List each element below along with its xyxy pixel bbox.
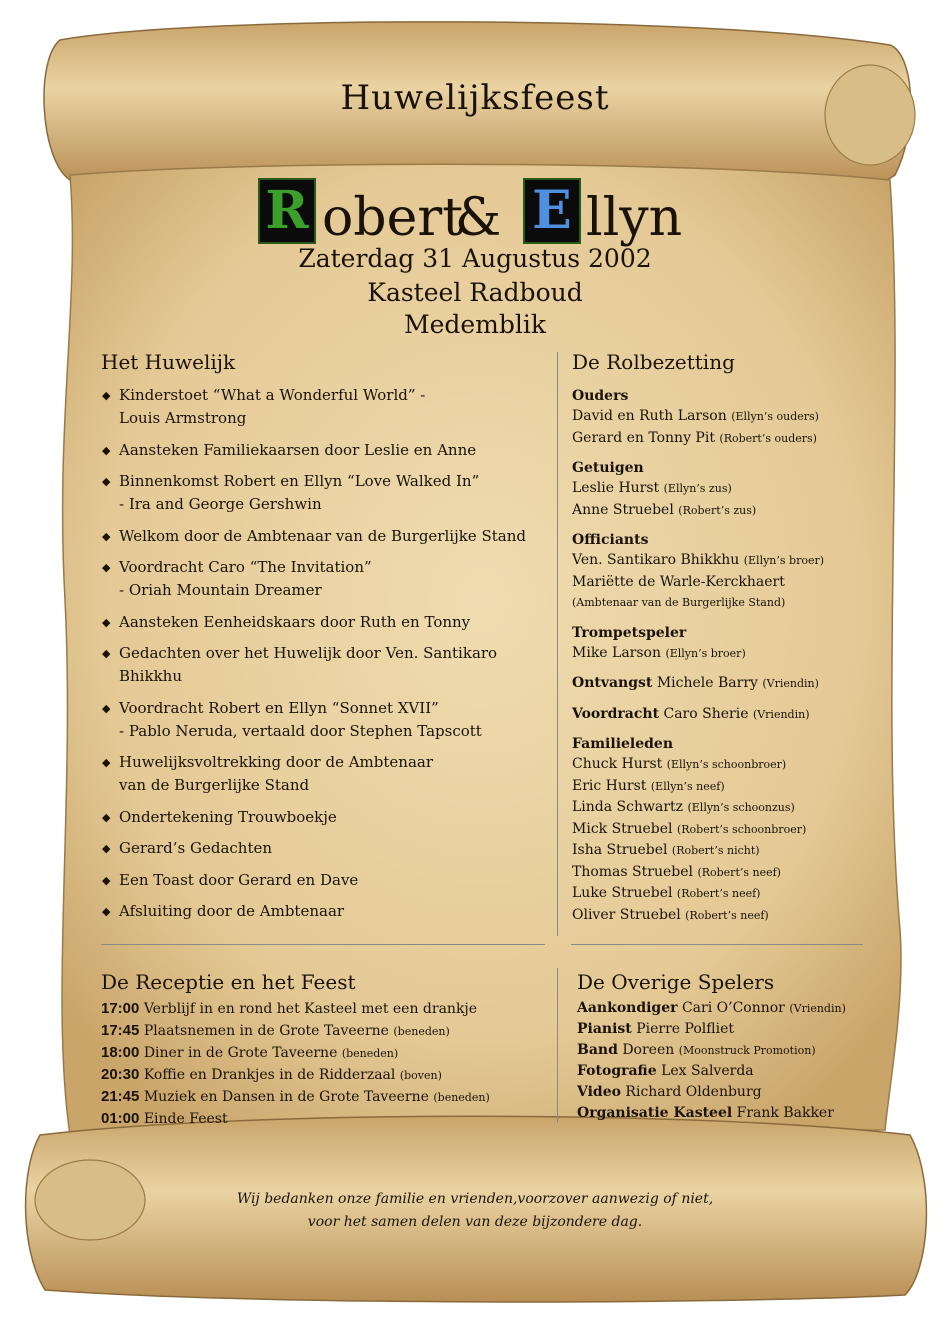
cast-member: [572, 428, 872, 450]
program-item-line2: - Ira and George Gershwin: [119, 495, 322, 513]
cast-member: [572, 754, 872, 776]
cast-member-name: Gerard en Tonny Pit: [572, 429, 715, 446]
cast-group-label: Ontvangst: [572, 675, 653, 691]
cast-member-note: (Robert’s nicht): [671, 844, 760, 857]
illuminated-initial-r: [258, 178, 316, 244]
schedule-row: [101, 1064, 490, 1086]
cast-group-label: Familieleden: [572, 736, 674, 752]
schedule-text: Plaatsnemen in de Grote Taveerne: [143, 1023, 389, 1039]
program-item-line1: Ondertekening Trouwboekje: [119, 807, 337, 826]
thanks-line-2: voor het samen delen van deze bijzondere dag.: [307, 1214, 643, 1230]
other-player: [577, 998, 846, 1019]
program-item-line1: Aansteken Eenheidskaars door Ruth en Tonny: [119, 612, 471, 631]
cast-member: [572, 819, 872, 841]
diamond-bullet-icon: ◆: [102, 475, 111, 488]
program-item: [100, 556, 545, 602]
program-item-line1: Kinderstoet “What a Wonderful World” -: [119, 386, 426, 404]
cast-member-name: Michele Barry: [656, 675, 758, 691]
cast-member: [572, 406, 872, 428]
cast-member-note: (Ellyn’s broer): [665, 646, 746, 660]
cast-member-name: Mike Larson: [572, 644, 661, 661]
illuminated-initial-e: [523, 178, 581, 244]
cast-member-note: (Vriendin): [752, 707, 810, 721]
diamond-bullet-icon: ◆: [102, 647, 111, 660]
program-item-line1: Voordracht Robert en Ellyn “Sonnet XVII”: [119, 698, 439, 717]
schedule-text: Muziek en Dansen in de Grote Taveerne: [143, 1089, 429, 1105]
cast-member-note: (Ellyn’s broer): [743, 554, 825, 567]
cast-member-note: (Ellyn’s ouders): [731, 410, 819, 423]
other-player-name: Cari O’Connor: [681, 1000, 785, 1016]
cast-member-note: (Ellyn’s schoonbroer): [666, 758, 787, 771]
cast-member-name: Oliver Struebel: [572, 906, 681, 923]
program-item-line2: Bhikkhu: [119, 667, 182, 685]
event-venue: Kasteel Radboud: [367, 278, 583, 307]
section-divider-right: [571, 944, 863, 945]
cast-member-note: (Robert’s neef): [685, 908, 769, 922]
other-player-role: Video: [577, 1084, 621, 1100]
program-item: [100, 837, 545, 860]
schedule-time: 21:45: [101, 1088, 140, 1105]
other-player-role: Organisatie Kasteel: [577, 1105, 733, 1121]
event-title: Huwelijksfeest: [340, 78, 610, 118]
program-item: [100, 900, 545, 923]
other-player: [577, 1082, 846, 1103]
cast-member: [572, 840, 872, 862]
cast-group-label: Voordracht: [572, 705, 660, 722]
diamond-bullet-icon: ◆: [102, 701, 111, 715]
diamond-bullet-icon: ◆: [102, 615, 111, 629]
schedule-time: 17:00: [101, 1000, 140, 1017]
program-item-line2: - Pablo Neruda, vertaald door Stephen Tapscott: [119, 721, 482, 740]
program-item: [100, 869, 545, 892]
other-player-role: Pianist: [577, 1021, 632, 1037]
schedule-note: (beneden): [393, 1025, 450, 1038]
cast-member-note: (Ellyn’s zus): [663, 482, 732, 495]
schedule-time: 01:00: [101, 1110, 140, 1127]
name1-rest: obert: [322, 188, 464, 248]
other-player: [577, 1103, 846, 1124]
program-item: [100, 439, 545, 462]
other-player-name: Pierre Polfliet: [636, 1021, 735, 1037]
diamond-bullet-icon: ◆: [102, 389, 111, 402]
diamond-bullet-icon: ◆: [102, 873, 111, 887]
program-item: [100, 611, 545, 634]
cast-member-note: (Robert’s neef): [697, 865, 781, 879]
others-heading: De Overige Spelers: [577, 970, 775, 994]
cast-member: [572, 643, 872, 665]
thanks-message: [0, 1188, 950, 1234]
cast-member-name: Leslie Hurst: [572, 480, 660, 496]
diamond-bullet-icon: ◆: [102, 842, 111, 855]
program-item-line2: Louis Armstrong: [119, 409, 247, 427]
schedule-note: (beneden): [341, 1047, 399, 1060]
other-player-name: Richard Oldenburg: [625, 1084, 762, 1100]
schedule-row: [101, 1108, 490, 1130]
program-item-line1: Voordracht Caro “The Invitation”: [119, 558, 372, 576]
cast-group-label: Officiants: [572, 532, 649, 548]
other-player: [577, 1019, 846, 1040]
other-player: [577, 1061, 846, 1082]
couple-names: [0, 170, 950, 250]
cast-group-label: Ouders: [572, 388, 629, 404]
cast-group-familieleden: [572, 734, 872, 926]
cast-group-officiants: [572, 530, 872, 614]
program-item-line1: Aansteken Familiekaarsen door Leslie en Anne: [119, 440, 477, 459]
other-player-role: Aankondiger: [577, 1000, 678, 1016]
cast-member-name: Luke Struebel: [572, 885, 673, 901]
program-item-line1: Welkom door de Ambtenaar van de Burgerlijke Stand: [119, 526, 526, 545]
column-divider-top: [557, 352, 558, 936]
schedule-text: Verblijf in en rond het Kasteel met een drankje: [143, 1001, 478, 1017]
cast-member: [572, 905, 872, 927]
program-item-line1: Een Toast door Gerard en Dave: [119, 870, 359, 889]
cast-member-name: Chuck Hurst: [572, 756, 663, 772]
diamond-bullet-icon: ◆: [102, 561, 111, 574]
cast-group-trompetspeler: [572, 623, 872, 665]
cast-member-note: (Robert’s schoonbroer): [676, 822, 807, 836]
other-player-name: Frank Bakker: [736, 1105, 834, 1121]
diamond-bullet-icon: ◆: [102, 443, 111, 457]
cast-group-ouders: [572, 386, 872, 449]
section-divider-left: [101, 944, 545, 945]
program-item: [100, 384, 545, 430]
cast-member-note: (Robert’s neef): [676, 887, 761, 900]
program-item: [100, 697, 545, 743]
schedule-row: [101, 1020, 490, 1042]
schedule-row: [101, 1042, 490, 1064]
diamond-bullet-icon: ◆: [102, 529, 111, 543]
schedule-row: [101, 998, 490, 1020]
cast-member-note: (Robert’s zus): [678, 503, 757, 517]
thanks-line-1: Wij bedanken onze familie en vrienden,voorzover aanwezig of niet,: [236, 1191, 714, 1207]
cast-member: [572, 776, 872, 798]
schedule-text: Koffie en Drankjes in de Ridderzaal: [143, 1067, 396, 1083]
wedding-program-list: [100, 384, 545, 932]
event-date: Zaterdag 31 Augustus 2002: [298, 244, 652, 273]
cast-member-note: (Ambtenaar van de Burgerlijke Stand): [572, 596, 786, 609]
cast-group-ontvangst: [572, 673, 872, 695]
cast-member-note: (Ellyn’s neef): [650, 779, 725, 793]
name2-rest: llyn: [586, 188, 683, 248]
schedule-text: Diner in de Grote Taveerne: [143, 1045, 338, 1061]
initial-letter-r: R: [265, 180, 309, 241]
cast-member-name: Isha Struebel: [572, 842, 668, 858]
cast-group-getuigen: [572, 458, 872, 521]
cast-member-name: David en Ruth Larson: [572, 408, 727, 424]
program-item-line2: van de Burgerlijke Stand: [119, 776, 310, 794]
cast-member: [572, 883, 872, 905]
cast-list: [572, 386, 872, 926]
program-item-line1: Gerard’s Gedachten: [119, 839, 273, 857]
program-item: [100, 470, 545, 516]
cast-heading: De Rolbezetting: [572, 350, 735, 374]
cast-member: [572, 862, 872, 884]
cast-member: [572, 592, 872, 614]
schedule-text: Einde Feest: [143, 1111, 228, 1127]
program-item: [100, 525, 545, 548]
cast-member-name: Mariëtte de Warle-Kerckhaert: [572, 573, 785, 590]
cast-member-name: Caro Sherie: [663, 705, 749, 722]
program-item: [100, 642, 545, 688]
cast-group-label: Trompetspeler: [572, 624, 687, 641]
cast-member: [572, 500, 872, 522]
schedule-time: 20:30: [101, 1066, 140, 1083]
cast-member: [572, 478, 872, 500]
cast-member: [572, 572, 872, 593]
schedule-note: (beneden): [433, 1091, 490, 1104]
diamond-bullet-icon: ◆: [102, 810, 111, 824]
other-player-name: Lex Salverda: [661, 1063, 754, 1079]
cast-member: [572, 797, 872, 819]
wedding-heading: Het Huwelijk: [101, 350, 236, 374]
schedule-time: 18:00: [101, 1044, 140, 1061]
reception-heading: De Receptie en het Feest: [101, 970, 356, 994]
schedule-time: 17:45: [101, 1022, 140, 1039]
cast-member-note: (Vriendin): [762, 677, 819, 690]
other-player-role: Band: [577, 1042, 618, 1058]
initial-letter-e: E: [532, 180, 572, 241]
event-city: Medemblik: [403, 310, 547, 339]
program-item: [100, 751, 545, 797]
other-players-list: [577, 998, 846, 1124]
other-player-name: Doreen: [622, 1042, 675, 1058]
diamond-bullet-icon: ◆: [102, 756, 111, 769]
program-item-line1: Binnenkomst Robert en Ellyn “Love Walked In”: [119, 472, 480, 490]
program-item-line1: Afsluiting door de Ambtenaar: [119, 902, 345, 920]
other-player-note: (Vriendin): [789, 1002, 846, 1015]
program-item-line1: Huwelijksvoltrekking door de Ambtenaar: [119, 753, 434, 771]
other-player-role: Fotografie: [577, 1063, 657, 1079]
program-item: [100, 806, 545, 829]
cast-group-voordracht: [572, 704, 872, 726]
cast-member-name: Mick Struebel: [572, 820, 673, 837]
cast-member: [572, 550, 872, 572]
reception-schedule: [101, 998, 490, 1130]
other-player-note: (Moonstruck Promotion): [678, 1044, 816, 1057]
cast-member-name: Eric Hurst: [572, 777, 647, 794]
cast-member-note: (Robert’s ouders): [719, 431, 817, 445]
cast-member-note: (Ellyn’s schoonzus): [687, 801, 795, 814]
ampersand: &: [455, 188, 502, 248]
cast-member-name: Ven. Santikaro Bhikkhu: [572, 552, 740, 568]
cast-member-name: Thomas Struebel: [572, 863, 693, 880]
diamond-bullet-icon: ◆: [102, 905, 111, 918]
cast-member-name: Anne Struebel: [572, 501, 674, 518]
program-item-line1: Gedachten over het Huwelijk door Ven. Santikaro: [119, 644, 498, 662]
other-player: [577, 1040, 846, 1061]
schedule-note: (boven): [399, 1069, 442, 1082]
cast-group-label: Getuigen: [572, 460, 644, 476]
column-divider-bottom: [557, 968, 558, 1123]
schedule-row: [101, 1086, 490, 1108]
program-item-line2: - Oriah Mountain Dreamer: [119, 581, 322, 599]
cast-member-name: Linda Schwartz: [572, 799, 684, 815]
